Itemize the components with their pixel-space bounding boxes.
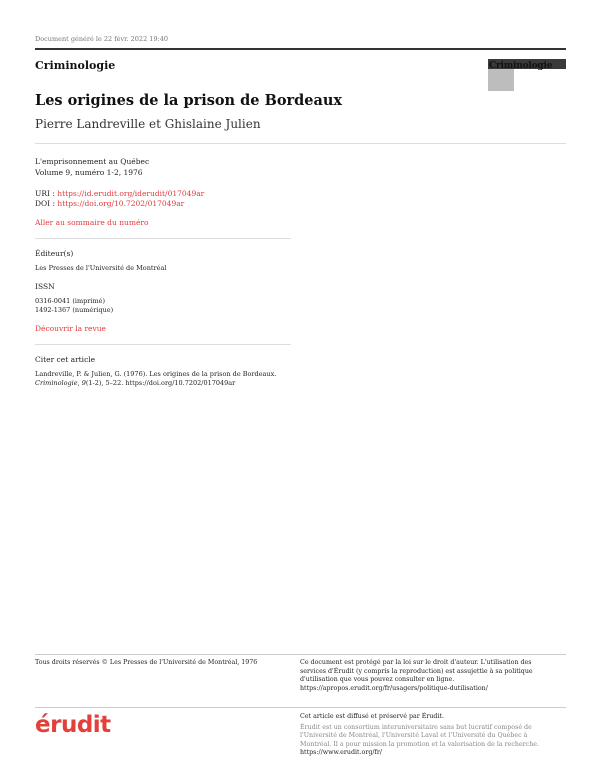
journal-name: Criminologie [35, 59, 116, 72]
doi-line [35, 199, 184, 209]
erudit-link[interactable]: https://www.erudit.org/fr/ [300, 749, 382, 757]
rights-text: Tous droits réservés © Les Presses de l'Université de Montréal, 1976 [35, 659, 258, 666]
divider [35, 238, 291, 239]
footer-divider [35, 654, 566, 655]
publisher-heading: Éditeur(s) [35, 249, 74, 258]
article-authors: Pierre Landreville et Ghislaine Julien [35, 117, 261, 131]
citation-heading: Citer cet article [35, 355, 96, 364]
citation-line-2: Criminologie, 9(1-2), 5–22. https://doi.org/10.7202/017049ar [35, 379, 236, 387]
issn-heading: ISSN [35, 282, 55, 291]
erudit-logo: érudit [35, 712, 111, 738]
citation-line-1: Landreville, P. & Julien, G. (1976). Les origines de la prison de Bordeaux. [35, 370, 277, 378]
diffusion-heading: Cet article est diffusé et préservé par Érudit. [300, 713, 444, 720]
uri-line [35, 189, 204, 199]
uri-link[interactable]: https://id.erudit.org/iderudit/017049ar [57, 189, 205, 198]
citation-journal: Criminologie [35, 379, 78, 387]
issue-volume: Volume 9, numéro 1-2, 1976 [35, 168, 143, 177]
journal-logo [488, 59, 566, 91]
discover-link[interactable]: Découvrir la revue [35, 324, 106, 333]
policy-link[interactable]: https://apropos.erudit.org/fr/usagers/politique-dutilisation/ [300, 684, 488, 692]
issn-digital: 1492-1367 (numérique) [35, 306, 114, 314]
divider [35, 143, 566, 144]
top-divider [35, 48, 566, 50]
diffusion-block: Cet article est diffusé et préservé par Érudit. Érudit est un consortium interuniversitaire sans but lucratif composé de l'Université de Montréal, l'Université Laval et l'Université du Québec à Montréal. Il a pour mission la promotion et la valorisation de la recherche. https://www.erudit.org/fr/ [300, 713, 566, 758]
publisher-name: Les Presses de l'Université de Montréal [35, 264, 167, 272]
article-title: Les origines de la prison de Bordeaux [35, 92, 343, 109]
citation-volume: 9 [81, 379, 86, 387]
copyright-block: Ce document est protégé par la loi sur le droit d'auteur. L'utilisation des services d'Érudit (y compris la reproduction) est assujettie à sa politique d'utilisation que vous pouvez consulter en ligne. https://apropos.erudit.org/fr/usagers/politique-dutilisation/ [300, 659, 566, 693]
uri-label: URI : [35, 189, 58, 198]
divider [35, 344, 291, 345]
summary-link[interactable]: Aller au sommaire du numéro [35, 218, 149, 227]
doi-label: DOI : [35, 199, 58, 208]
footer-divider [35, 707, 566, 708]
issn-print: 0316-0041 (imprimé) [35, 297, 106, 305]
issue-name: L'emprisonnement au Québec [35, 157, 150, 166]
journal-logo-text: Criminologie [489, 61, 553, 71]
generated-date: Document généré le 22 févr. 2022 19:40 [35, 35, 169, 43]
doi-link[interactable]: https://doi.org/10.7202/017049ar [57, 199, 185, 208]
